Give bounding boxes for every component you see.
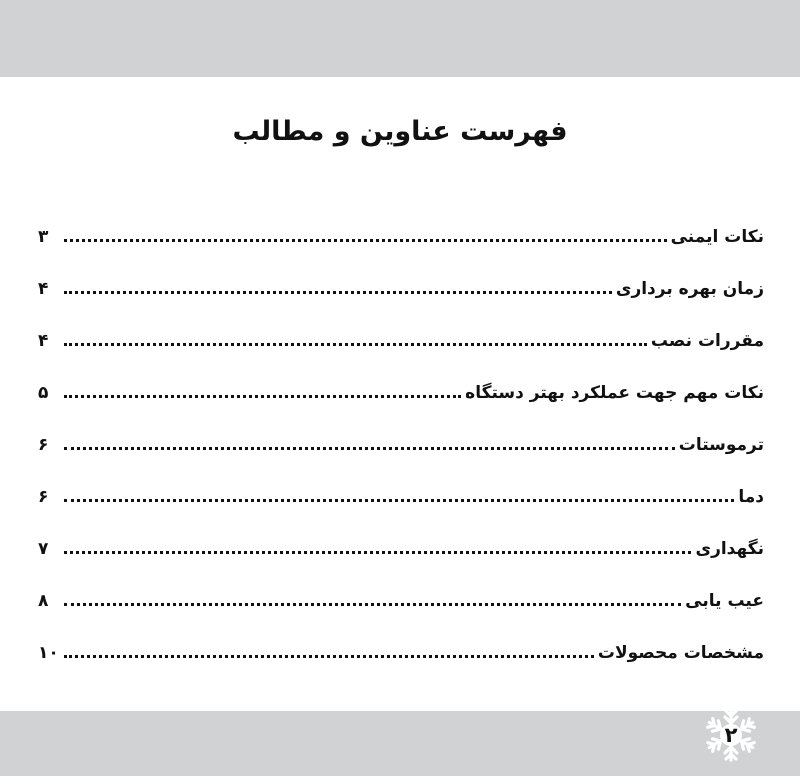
toc-entry-page: ۳ [38, 227, 49, 247]
toc-entry[interactable] [38, 276, 764, 328]
toc-entry-label: مقررات نصب [650, 331, 764, 351]
footer-band [0, 711, 800, 776]
header-band [0, 0, 800, 77]
toc-leader-dots [64, 276, 612, 294]
toc-entry-page: ۴ [38, 279, 49, 299]
toc-entry-label: نکات مهم جهت عملکرد بهتر دستگاه [465, 383, 764, 403]
toc-entry-label: نگهداری [695, 539, 764, 559]
toc-entry-page: ۸ [38, 591, 49, 611]
page-title: فهرست عناوین و مطالب [232, 116, 568, 147]
toc-entry-page: ۵ [38, 383, 49, 403]
page-number: ۲ [724, 723, 738, 747]
toc-entry[interactable] [38, 588, 764, 640]
toc-entry-label: نکات ایمنی [670, 227, 764, 247]
toc-entry[interactable] [38, 484, 764, 536]
toc-entry-label: مشخصات محصولات [597, 643, 764, 663]
toc-entry-label: عیب یابی [685, 591, 764, 611]
toc-entry-page: ۶ [38, 435, 49, 455]
toc-entry-page: ۶ [38, 487, 49, 507]
toc-entry[interactable] [38, 432, 764, 484]
toc-entry-label: زمان بهره برداری [615, 279, 764, 299]
toc-entry-label: دما [738, 487, 764, 507]
toc-leader-dots [64, 536, 691, 554]
toc-entry[interactable] [38, 224, 764, 276]
toc-entry-page: ۷ [38, 539, 49, 559]
toc-leader-dots [64, 484, 734, 502]
toc-entry[interactable] [38, 328, 764, 380]
toc-entry-page: ۴ [38, 331, 49, 351]
toc-leader-dots [64, 380, 461, 398]
toc-leader-dots [64, 588, 681, 606]
toc-entry[interactable] [38, 536, 764, 588]
toc-entry[interactable] [38, 640, 764, 692]
toc-leader-dots [64, 224, 667, 242]
toc-entry-page: ۱۰ [38, 643, 59, 663]
toc-entry[interactable] [38, 380, 764, 432]
table-of-contents [38, 224, 764, 692]
toc-leader-dots [64, 328, 647, 346]
toc-leader-dots [64, 640, 594, 658]
toc-leader-dots [64, 432, 675, 450]
toc-entry-label: ترموستات [678, 435, 764, 455]
